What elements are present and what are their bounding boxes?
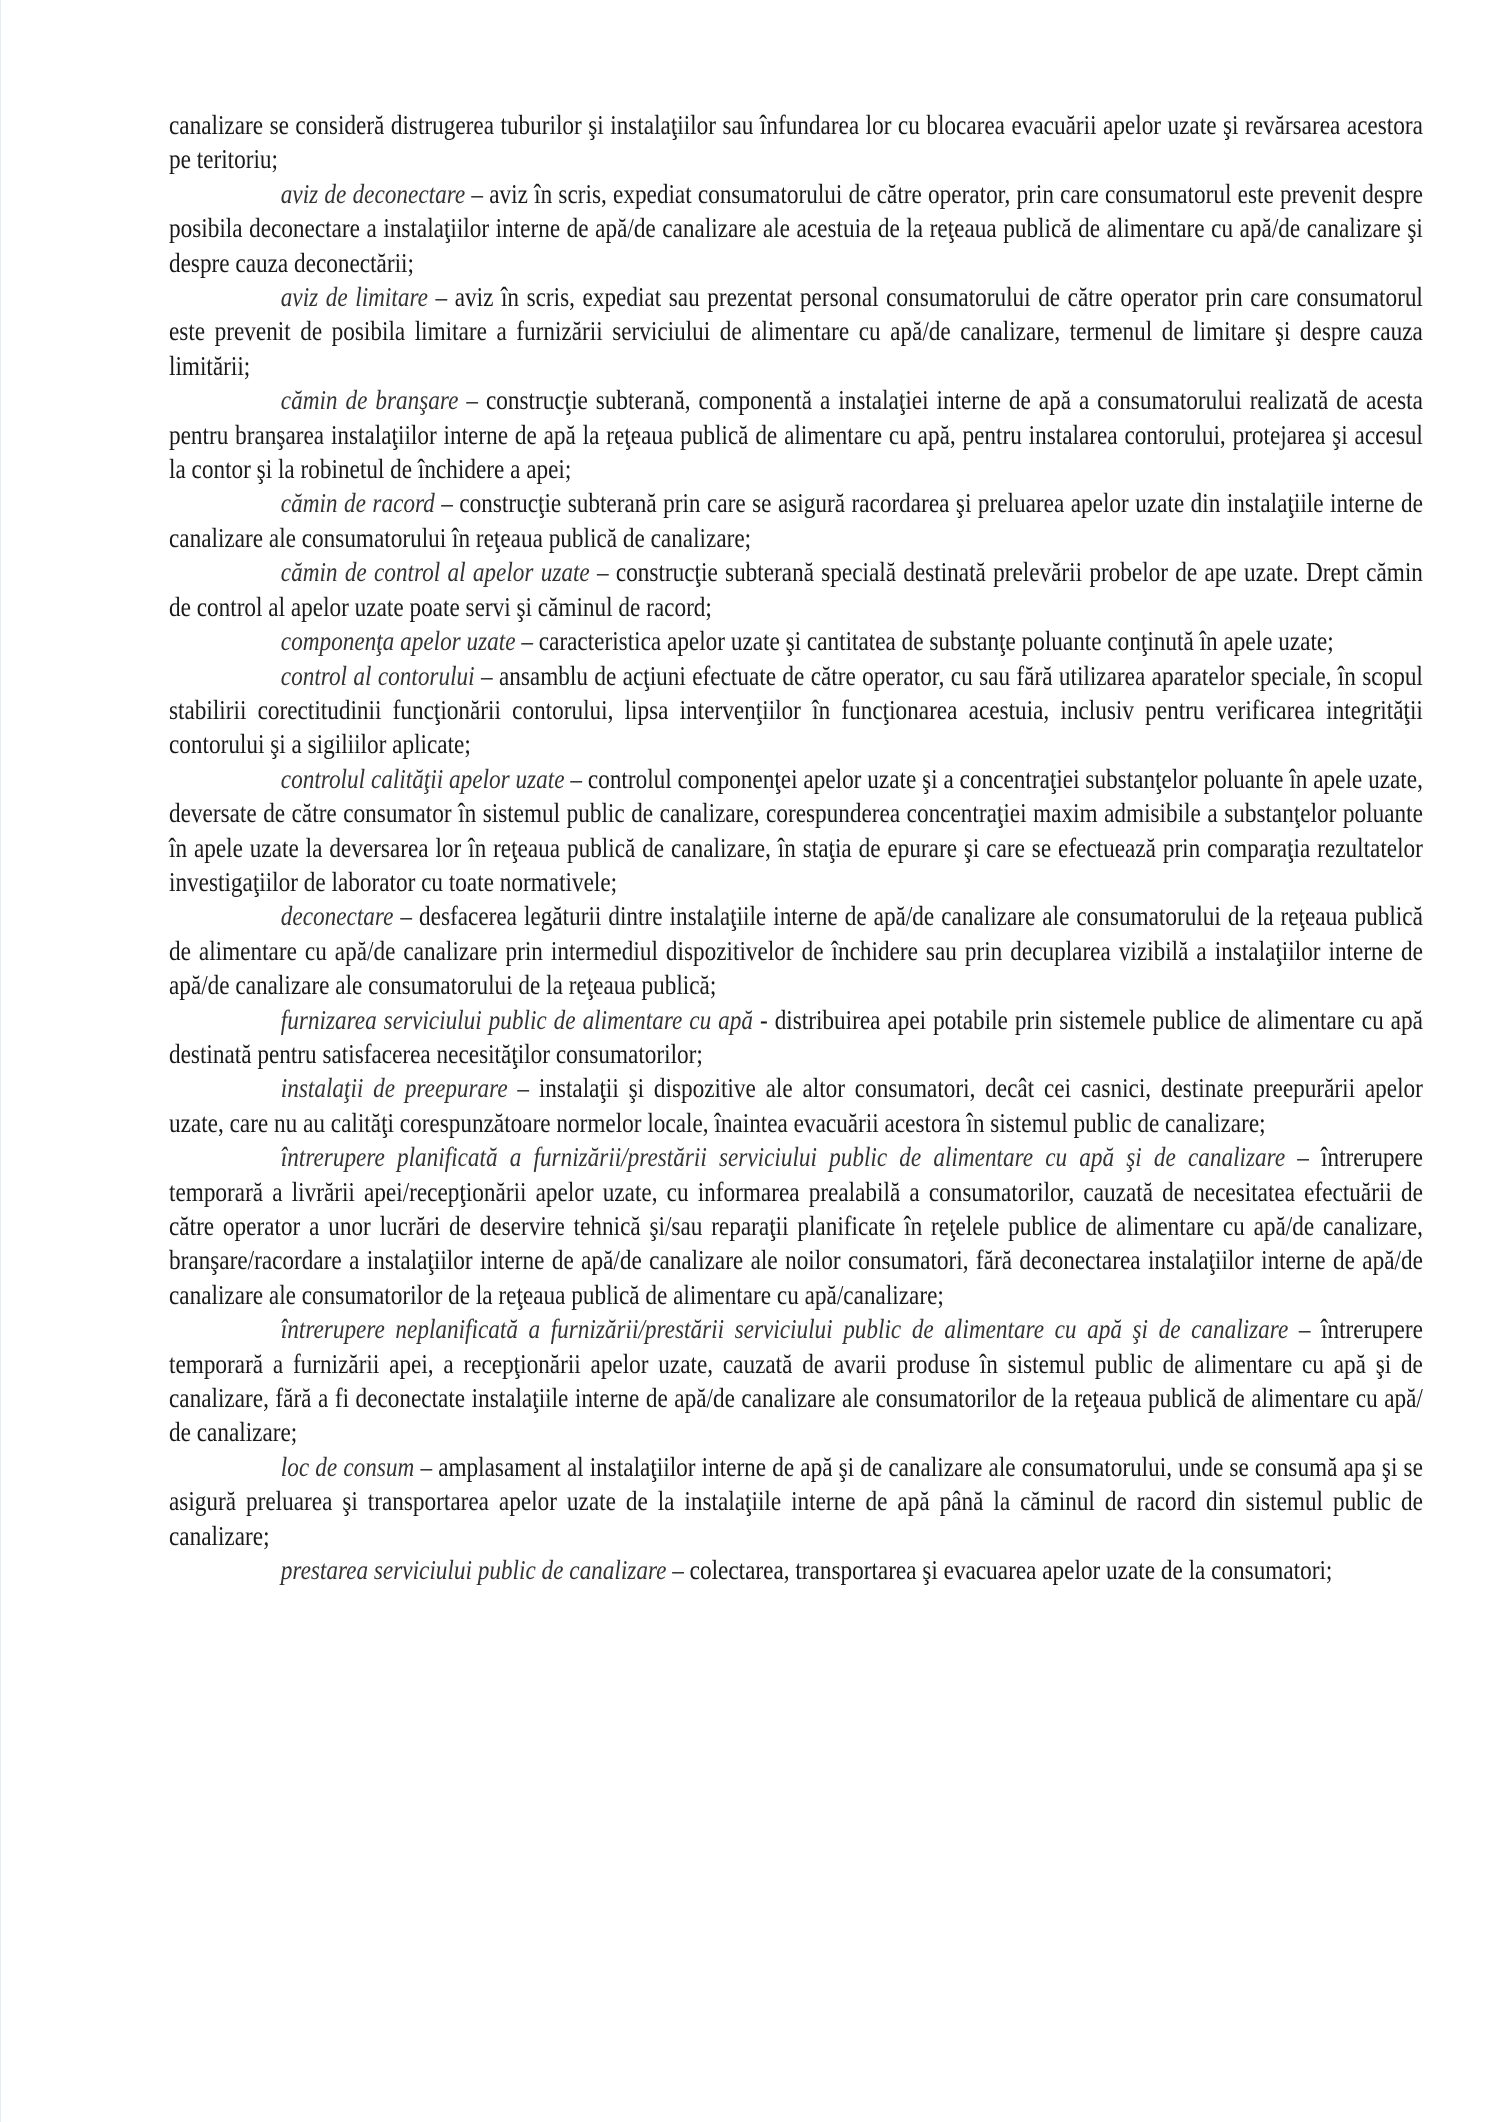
defined-term: furnizarea serviciului public de alimentare cu apă	[280, 1004, 754, 1035]
definition-text: construcţie subterană prin care se asigură racordarea şi preluarea apelor uzate din instalaţiile interne de canalizare ale consumatorului în reţeaua publică de canalizare;	[169, 488, 1423, 553]
definition-text: ansamblu de acţiuni efectuate de către operator, cu sau fără utilizarea aparatelor speciale, în scopul stabilirii corectitudinii funcţionării contorului, lipsa intervenţiilor în funcţionarea acestuia, inclusiv pentru verificarea integrităţii contorului şi a sigiliilor aplicate;	[169, 660, 1423, 760]
definition-text: întrerupere temporară a furnizării apei, a recepţionării apelor uzate, cauzată de avarii produse în sistemul public de alimentare cu apă şi de canalizare, fără a fi deconectate instalaţiile interne de apă/de canalizare ale consumatorilor de la reţeaua publică de alimentare cu apă/ de canalizare;	[169, 1314, 1423, 1448]
definition-paragraph	[169, 383, 1423, 486]
definition-text: distribuirea apei potabile prin sistemele publice de alimentare cu apă destinată pentru satisfacerea necesităţilor consumatorilor;	[169, 1004, 1423, 1069]
term-separator: –	[507, 1073, 539, 1104]
term-separator: –	[515, 626, 539, 657]
defined-term: cămin de racord	[280, 488, 435, 519]
defined-term: instalaţii de preepurare	[280, 1073, 508, 1104]
defined-term: componenţa apelor uzate	[280, 626, 516, 657]
defined-term: controlul calităţii apelor uzate	[280, 763, 565, 794]
term-separator: –	[393, 901, 420, 932]
defined-term: cămin de control al apelor uzate	[280, 557, 590, 588]
definition-text: construcţie subterană, componentă a instalaţiei interne de apă a consumatorului realizată de acesta pentru branşarea instalaţiilor interne de apă la reţeaua publică de alimentare cu apă, pentru instalarea contorului, protejarea şi accesul la contor şi la robinetul de închidere a apei;	[169, 385, 1423, 485]
term-separator: –	[427, 282, 455, 313]
defined-term: aviz de deconectare	[280, 178, 466, 209]
defined-term: cămin de branşare	[280, 385, 459, 416]
defined-term: loc de consum	[280, 1451, 415, 1482]
definition-paragraph	[169, 1553, 1423, 1587]
definition-text: întrerupere temporară a livrării apei/recepţionării apelor uzate, cu informarea prealabilă a consumatorilor, cauzată de necesitatea efectuării de către operator a unor lucrări de deservire tehnică şi/sau reparaţii planificate în reţelele publice de alimentare cu apă/de canalizare, branşare/racordare a instalaţiilor interne de apă/de canalizare ale noilor consumatori, fără deconectarea instalaţiilor interne de apă/de canalizare ale consumatorilor de la reţeaua publică de alimentare cu apă/canalizare;	[169, 1142, 1423, 1310]
defined-term: întrerupere neplanificată a furnizării/prestării serviciului public de alimentare cu apă şi de canalizare	[280, 1314, 1289, 1345]
definition-text: aviz în scris, expediat consumatorului de către operator, prin care consumatorul este prevenit despre posibila deconectare a instalaţiilor interne de apă/de canalizare ale acestuia de la reţeaua publică de alimentare cu apă/de canalizare şi despre cauza deconectării;	[169, 178, 1423, 278]
definition-paragraph	[169, 1450, 1423, 1553]
defined-term: control al contorului	[280, 660, 475, 691]
definition-paragraph	[169, 762, 1423, 900]
definition-paragraph	[169, 1312, 1423, 1450]
definition-paragraph	[169, 177, 1423, 280]
term-separator: –	[666, 1555, 690, 1586]
defined-term: întrerupere planificată a furnizării/prestării serviciului public de alimentare cu apă şi de canalizare	[280, 1142, 1286, 1173]
term-separator: –	[1288, 1314, 1322, 1345]
definition-text: instalaţii şi dispozitive ale altor consumatori, decât cei casnici, destinate preepurării apelor uzate, care nu au calităţi corespunzătoare normelor locale, înaintea evacuării acestora în sistemul public de canalizare;	[169, 1073, 1423, 1138]
definition-text: amplasament al instalaţiilor interne de apă şi de canalizare ale consumatorului, unde se consumă apa şi se asigură preluarea şi transportarea apelor uzate de la instalaţiile interne de apă până la căminul de racord din sistemul public de canalizare;	[169, 1451, 1423, 1551]
definition-paragraph	[169, 1071, 1423, 1140]
defined-term: deconectare	[280, 901, 394, 932]
term-separator: –	[589, 557, 616, 588]
definition-paragraph	[169, 555, 1423, 624]
definition-paragraph	[169, 1003, 1423, 1072]
term-separator: –	[564, 763, 588, 794]
definition-text: canalizare se consideră distrugerea tuburilor şi instalaţiilor sau înfundarea lor cu blocarea evacuării apelor uzate şi revărsarea acestora pe teritoriu;	[169, 110, 1423, 175]
term-separator: –	[465, 178, 490, 209]
document-body	[169, 108, 1423, 1587]
definition-text: desfacerea legăturii dintre instalaţiile interne de apă/de canalizare ale consumatorului de la reţeaua publică de alimentare cu apă/de canalizare prin intermediul dispozitivelor de închidere sau prin decuplarea vizibilă a instalaţiilor interne de apă/de canalizare ale consumatorului de la reţeaua publică;	[169, 901, 1423, 1001]
term-separator: -	[753, 1004, 775, 1035]
definition-text: aviz în scris, expediat sau prezentat personal consumatorului de către operator prin care consumatorul este prevenit de posibila limitare a furnizării serviciului de alimentare cu apă/de canalizare, termenul de limitare şi despre cauza limitării;	[169, 282, 1423, 381]
definition-text: caracteristica apelor uzate şi cantitatea de substanţe poluante conţinută în apele uzate;	[538, 626, 1334, 657]
term-separator: –	[458, 385, 486, 416]
term-separator: –	[414, 1451, 439, 1482]
definition-paragraph	[169, 280, 1423, 383]
term-separator: –	[1285, 1142, 1322, 1173]
definition-paragraph	[169, 899, 1423, 1002]
term-separator: –	[474, 660, 499, 691]
definitions-list	[169, 108, 1423, 1587]
definition-text: colectarea, transportarea şi evacuarea apelor uzate de la consumatori;	[689, 1555, 1333, 1586]
continuation-paragraph	[169, 108, 1423, 177]
definition-paragraph	[169, 659, 1423, 762]
defined-term: aviz de limitare	[280, 282, 428, 313]
definition-paragraph	[169, 624, 1423, 658]
definition-text: construcţie subterană specială destinată prelevării probelor de ape uzate. Drept cămin de control al apelor uzate poate servi şi căminul de racord;	[169, 557, 1423, 622]
definition-paragraph	[169, 486, 1423, 555]
term-separator: –	[434, 488, 460, 519]
definition-text: controlul componenţei apelor uzate şi a concentraţiei substanţelor poluante în apele uzate, deversate de către consumator în sistemul public de canalizare, corespunderea concentraţiei maxim admisibile a substanţelor poluante în apele uzate la deversarea lor în reţeaua publică de canalizare, în staţia de epurare şi care se efectuează prin comparaţia rezultatelor investigaţiilor de laborator cu toate normativele;	[169, 763, 1423, 897]
defined-term: prestarea serviciului public de canalizare	[280, 1555, 667, 1586]
definition-paragraph	[169, 1140, 1423, 1312]
